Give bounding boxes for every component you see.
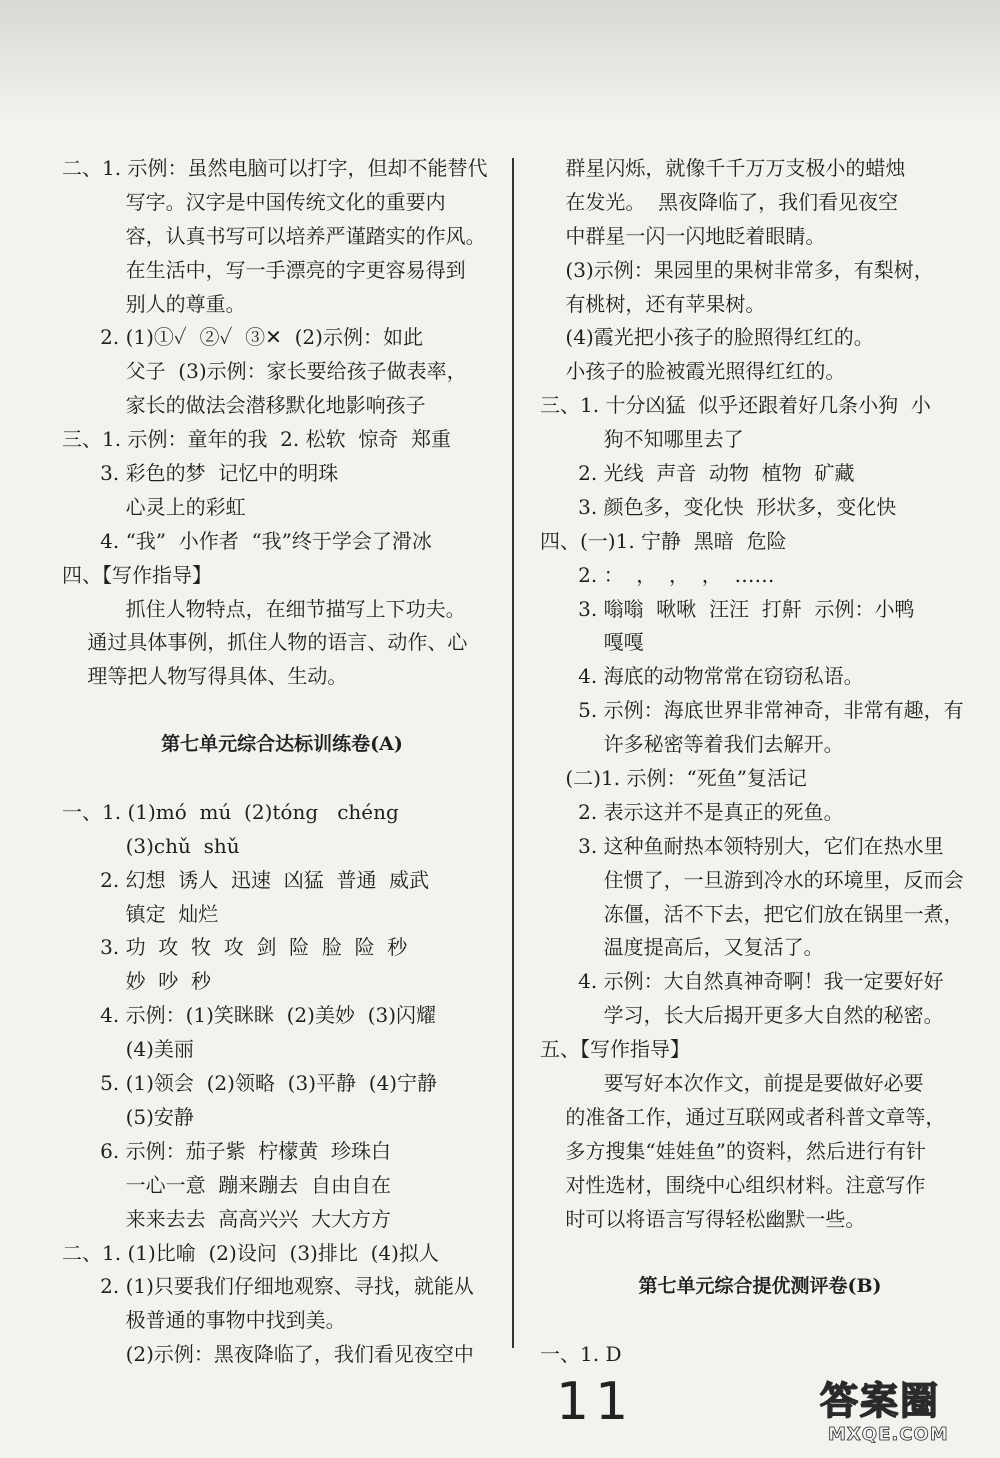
answer-line: 别人的尊重。 <box>62 291 246 316</box>
answer-line: (4)美丽 <box>62 1037 194 1062</box>
answer-line: 父子 (3)示例：家长要给孩子做表率， <box>62 359 467 384</box>
answer-line: 要写好本次作文，前提是要做好必要 <box>540 1071 924 1096</box>
answer-line: 3. 颜色多，变化快 形状多，变化快 <box>540 494 897 519</box>
answer-line: 4. 海底的动物常常在窃窃私语。 <box>540 664 864 689</box>
answer-line: 小孩子的脸被霞光照得红红的。 <box>540 359 846 384</box>
right-answer-column <box>540 152 964 1372</box>
answer-line: 四、(一)1. 宁静 黑暗 危险 <box>540 528 787 553</box>
answer-line: 妙 吵 秒 <box>62 969 212 994</box>
answer-line: (2)示例：黑夜降临了，我们看见夜空中 <box>62 1342 474 1367</box>
answer-line: 中群星一闪一闪地眨着眼睛。 <box>540 223 826 248</box>
answer-line: 温度提高后，又复活了。 <box>540 935 824 960</box>
spacer <box>62 762 462 796</box>
answer-line: 狗不知哪里去了 <box>540 427 744 452</box>
answer-line: 四、【写作指导】 <box>62 562 212 587</box>
answer-line: 来来去去 高高兴兴 大大方方 <box>62 1206 392 1231</box>
answer-line: 4. 示例：大自然真神奇啊！我一定要好好 <box>540 969 944 994</box>
answer-line: (3)chǔ shǔ <box>62 833 240 858</box>
answer-line: 学习，长大后揭开更多大自然的秘密。 <box>540 1003 944 1028</box>
answer-line: (4)霞光把小孩子的脸照得红红的。 <box>540 325 874 350</box>
answer-line: 嘎嘎 <box>540 630 644 655</box>
answer-line: 一、1. (1)mó mú (2)tóng chéng <box>62 799 399 824</box>
answer-line: 容，认真书写可以培养严谨踏实的作风。 <box>62 223 486 248</box>
answer-line: 在生活中，写一手漂亮的字更容易得到 <box>62 257 466 282</box>
answer-line: 写字。汉字是中国传统文化的重要内 <box>62 189 446 214</box>
answer-line: 家长的做法会潜移默化地影响孩子 <box>62 393 426 418</box>
answer-line: 2. (1)①✓ ②✓ ③✕ (2)示例：如此 <box>62 325 423 350</box>
answer-line: 3. 功 攻 牧 攻 剑 险 脸 险 秒 <box>62 935 408 960</box>
answer-line: 5. 示例：海底世界非常神奇，非常有趣，有 <box>540 698 964 723</box>
answer-line: (3)示例：果园里的果树非常多，有梨树， <box>540 257 934 282</box>
answer-line: 3. 嗡嗡 啾啾 汪汪 打鼾 示例：小鸭 <box>540 596 915 621</box>
answer-line: 通过具体事例，抓住人物的语言、动作、心 <box>62 630 468 655</box>
answer-line: 一心一意 蹦来蹦去 自由自在 <box>62 1172 392 1197</box>
answer-line: 五、【写作指导】 <box>540 1037 690 1062</box>
answer-line: 许多秘密等着我们去解开。 <box>540 732 844 757</box>
answer-line: 2. 幻想 诱人 迅速 凶猛 普通 威武 <box>62 867 430 892</box>
answer-line: 的准备工作，通过互联网或者科普文章等， <box>540 1104 946 1129</box>
answer-line: 4. 示例：(1)笑眯眯 (2)美妙 (3)闪耀 <box>62 1003 437 1028</box>
answer-line: 2. 表示这并不是真正的死鱼。 <box>540 799 844 824</box>
watermark-logo <box>820 1370 990 1450</box>
answer-line: 时可以将语言写得轻松幽默一些。 <box>540 1206 866 1231</box>
answer-line: 3. 彩色的梦 记忆中的明珠 <box>62 461 339 486</box>
answer-line: 2. ： ， ， ， …… <box>540 562 775 587</box>
answer-line: 镇定 灿烂 <box>62 901 219 926</box>
answer-line: 6. 示例：茄子紫 柠檬黄 珍珠白 <box>62 1138 392 1163</box>
spacer <box>540 1304 940 1338</box>
spacer <box>62 694 462 728</box>
watermark-main-text: 答案圈 <box>820 1379 941 1423</box>
answer-line: 二、1. (1)比喻 (2)设问 (3)排比 (4)拟人 <box>62 1240 439 1265</box>
answer-line: 冻僵，活不下去，把它们放在锅里一煮， <box>540 901 964 926</box>
section-title: 第七单元综合达标训练卷(A) <box>161 733 403 756</box>
answer-line: 4. “我” 小作者 “我”终于学会了滑冰 <box>62 528 432 553</box>
watermark-url: MXQE.COM <box>828 1424 949 1445</box>
answer-line: 抓住人物特点，在细节描写上下功夫。 <box>62 596 466 621</box>
column-divider <box>512 158 514 1348</box>
answer-line: 群星闪烁，就像千千万万支极小的蜡烛 <box>540 156 906 180</box>
answer-line: 住惯了，一旦游到冷水的环境里，反而会 <box>540 867 964 892</box>
answer-line: 在发光。 黑夜降临了，我们看见夜空 <box>540 189 899 214</box>
answer-line: 3. 这种鱼耐热本领特别大，它们在热水里 <box>540 833 944 858</box>
answer-line: 5. (1)领会 (2)领略 (3)平静 (4)宁静 <box>62 1071 438 1096</box>
answer-line: 三、1. 十分凶猛 似乎还跟着好几条小狗 小 <box>540 393 931 418</box>
answer-line: 二、1. 示例：虽然电脑可以打字，但却不能替代 <box>62 156 488 180</box>
handwritten-page-number: 11 <box>556 1372 635 1432</box>
answer-line: 2. (1)只要我们仔细地观察、寻找，就能从 <box>62 1274 474 1299</box>
answer-line: 2. 光线 声音 动物 植物 矿藏 <box>540 461 855 486</box>
answer-line: 理等把人物写得具体、生动。 <box>62 664 348 689</box>
left-answer-column <box>62 152 488 1372</box>
answer-line: 对性选材，围绕中心组织材料。注意写作 <box>540 1172 926 1197</box>
answer-line: (5)安静 <box>62 1104 194 1129</box>
answer-line: 有桃树，还有苹果树。 <box>540 291 766 316</box>
answer-line: 一、1. D <box>540 1342 622 1367</box>
answer-line: (二)1. 示例：“死鱼”复活记 <box>540 766 807 791</box>
answer-line: 心灵上的彩虹 <box>62 494 246 519</box>
answer-line: 三、1. 示例：童年的我 2. 松软 惊奇 郑重 <box>62 427 452 452</box>
section-title: 第七单元综合提优测评卷(B) <box>638 1275 882 1298</box>
spacer <box>540 1237 940 1271</box>
scan-shadow <box>0 0 1000 120</box>
answer-line: 极普通的事物中找到美。 <box>62 1308 346 1333</box>
answer-line: 多方搜集“娃娃鱼”的资料，然后进行有针 <box>540 1138 926 1163</box>
